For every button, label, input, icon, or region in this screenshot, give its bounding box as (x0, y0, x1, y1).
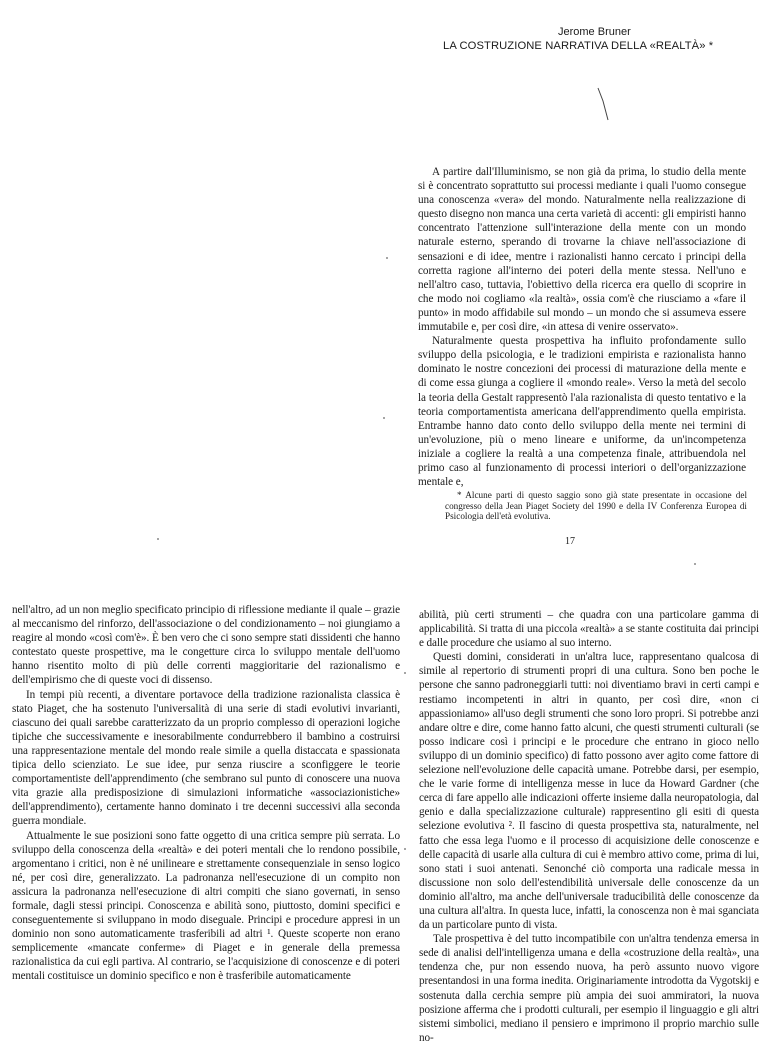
left-column (12, 603, 400, 984)
scan-speck (404, 848, 406, 850)
page-number: 17 (565, 536, 575, 547)
scan-speck (386, 257, 388, 259)
second-page (0, 580, 768, 1044)
scan-speck (383, 417, 385, 419)
scan-speck (694, 563, 696, 565)
right-column (419, 608, 759, 1045)
paragraph: abilità, più certi strumenti – che quadra con una particolare gamma di applicabilità. Si tratta di una piccola «realtà» a se stante costituita dai principi e dalle procedure che usiamo al suo interno. (419, 609, 759, 650)
scan-speck (404, 672, 406, 674)
scan-speck (157, 538, 159, 540)
paragraph: Attualmente le sue posizioni sono fatte oggetto di una critica sempre più serrata. Lo sviluppo della conoscenza della «realtà» e dei poteri mentali che lo rendono possibile, argomentano i critici, non è né unilineare e strettamente consequenziale in senso logico né, per così dire, generalizzato. La padronanza nell'esecuzione di un compito non assicura la padronanza nell'esecuzione di altri compiti che siano governati, in senso formale, dagli stessi principi. Conoscenza e abilità sono, piuttosto, domini specifici e conseguentemente si sviluppano in modo diseguale. Principi e procedure appresi in un dominio non sono automaticamente trasferibili ad altri ¹. Queste scoperte non erano semplicemente «mancate conferme» di Piaget e in generale della premessa razionalistica da cui egli partiva. Al contrario, se l'acquisizione di conoscenze e di poteri mentali costituisce un dominio specifico e non è trasferibile automaticamente (12, 829, 400, 983)
author-name: Jerome Bruner (558, 26, 631, 38)
paragraph: nell'altro, ad un non meglio specificato principio di riflessione mediante il quale – grazie al meccanismo del rinforzo, dell'associazione o del condizionamento – noi giungiamo a reagire al mondo «così com'è». È ben vero che ci sono sempre stati dissidenti che hanno contestato queste prospettive, ma le congetture circa lo sviluppo mentale dell'uomo hanno risentito molto di più delle correnti maggioritarie del razionalismo e dell'empirismo che di queste voci di dissenso. (12, 604, 400, 687)
first-page-text (418, 165, 746, 489)
paragraph: A partire dall'Illuminismo, se non già da prima, lo studio della mente si è concentrato soprattutto sui processi mediante i quali l'uomo consegue una conoscenza «vera» del mondo. Naturalmente nella realizzazione di questo disegno non manca una certa varietà di accenti: gli empiristi hanno concentrato l'attenzione sull'interazione della mente con un mondo naturale esterno, sperando di trovarne la chiave nell'associazione di sensazioni e di idee, mentre i razionalisti hanno cercato i principi della corretta ragione all'interno dei poteri della mente stessa. Nell'uno e nell'altro caso, tuttavia, l'obiettivo della ricerca era quello di scoprire in che modo noi cogliamo «la realtà», ossia com'è che riusciamo a «fare il punto» in modo affidabile sul mondo – un mondo che si assumeva essere immutabile e, per così dire, «in attesa di venire osservato». (418, 166, 746, 334)
paragraph: Tale prospettiva è del tutto incompatibile con un'altra tendenza emersa in sede di analisi dell'intelligenza umana e della «costruzione della realtà», una tendenza che, pur non essendo nuova, ha però assunto nuovo vigore presentandosi in una forma inedita. Originariamente introdotta da Vygotskij e sostenuta dalla cerchia sempre più ampia dei suoi ammiratori, la nuova posizione afferma che i prodotti culturali, per esempio il linguaggio e gli altri sistemi simbolici, mediano il pensiero e imprimono il proprio marchio sulle no- (419, 933, 759, 1044)
scan-mark (597, 87, 611, 123)
paragraph: Naturalmente questa prospettiva ha influito profondamente sullo sviluppo della psicologia, e le tradizioni empirista e razionalista hanno dominato le nostre concezioni dei processi di maturazione della mente e di come essa giunga a cogliere il «mondo reale». Verso la metà del secolo la teoria della Gestalt rappresentò l'ala razionalista di questo tentativo e la teoria comportamentista americana dell'apprendimento quella empirista. Entrambe hanno dato conto dello sviluppo della mente nei termini di un'evoluzione, più o meno lineare e uniforme, da un'incompetenza iniziale a cogliere la realtà a una competenza finale, attribuendola nel primo caso al funzionamento di processi interiori o dell'organizzazione mentale e, (418, 335, 746, 489)
paragraph: Questi domini, considerati in un'altra luce, rappresentano qualcosa di simile al repertorio di strumenti propri di una cultura. Sono ben poche le persone che sanno padroneggiarli tutti: noi diventiamo bravi in certi campi e restiamo incompetenti in altri in quanto, per così dire, «non ci appassioniamo» all'uso degli strumenti che sono loro propri. Si potrebbe anzi andare oltre e dire, come hanno fatto alcuni, che questi strumenti culturali (se posso indicare così i principi e le procedure che entrano in gioco nello sviluppo di un dominio specifico) di fatto possono aver agito come fattore di selezione nell'evoluzione delle capacità umane. Potrebbe darsi, per esempio, che le varie forme di intelligenza messe in luce da Howard Gardner (che cerca di fare appello alle indicazioni offerte insieme dalla neuropatologia, dal genio e dalla specializzazione culturale) rappresentino gli esiti di questa selezione evolutiva ². Il fascino di questa prospettiva sta, naturalmente, nel fatto che essa lega l'uomo e il processo di acquisizione delle conoscenze e delle capacità di usarle alla cultura di cui è membro attivo come, prima di lui, sono stati i suoi antenati. Senonché ciò comporta una radicale messa in discussione non solo dell'estendibilità universale delle conoscenze da un dominio all'altro, ma anche dell'universale traducibilità delle conoscenze da una cultura all'altra. In questa luce, infatti, la conoscenza non è mai sganciata da un particolare punto di vista. (419, 651, 759, 932)
paragraph: In tempi più recenti, a diventare portavoce della tradizione razionalista classica è stato Piaget, che ha sostenuto l'universalità di una serie di stadi evolutivi invarianti, ciascuno dei quali sarebbe caratterizzato da un proprio complesso di operazioni logiche tipiche che successivamente e inesorabilmente condurrebbero il bambino a costruirsi una rappresentazione mentale del mondo reale simile a quella distaccata e spassionata tipica dello scienziato. Le sue idee, pur senza riuscire a sconfiggere le teorie comportamentiste dell'apprendimento (che sembrano sul punto di conoscere una nuova vita grazie alla predisposizione di simulazioni informatiche «associazionistiche» dell'apprendimento), certamente hanno dominato i tre decenni successivi alla seconda guerra mondiale. (12, 688, 400, 828)
article-title: LA COSTRUZIONE NARRATIVA DELLA «REALTÀ» * (443, 40, 714, 52)
footnote: * Alcune parti di questo saggio sono già state presentate in occasione del congresso della Jean Piaget Society del 1990 e della IV Conferenza Europea di Psicologia dell'età evolutiva. (445, 490, 747, 522)
